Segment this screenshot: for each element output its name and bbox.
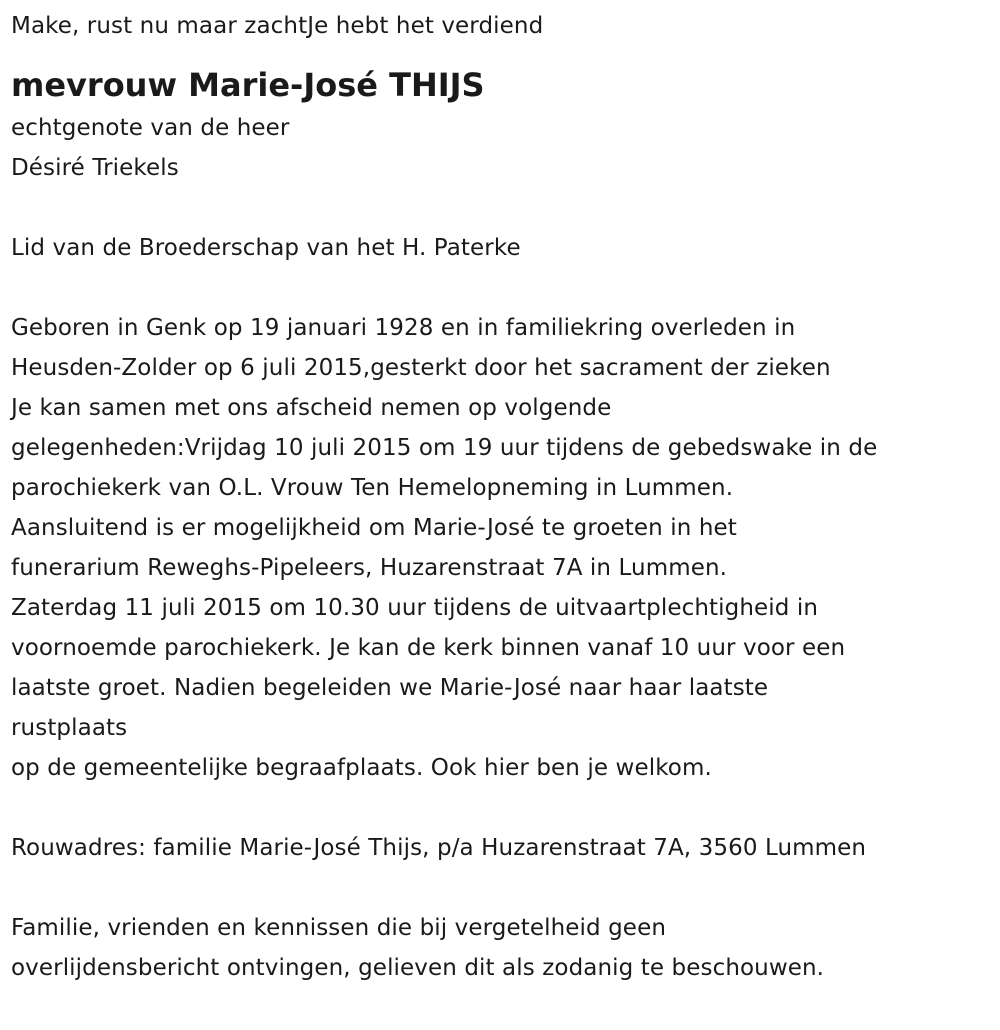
announcement-line: funerarium Reweghs-Pipeleers, Huzarenstraat 7A in Lummen. — [11, 555, 728, 581]
announcement-line: Zaterdag 11 juli 2015 om 10.30 uur tijdens de uitvaartplechtigheid in — [11, 595, 819, 621]
closing-line: Familie, vrienden en kennissen die bij vergetelheid geen — [11, 915, 666, 941]
mourning-address: Rouwadres: familie Marie-José Thijs, p/a Huzarenstraat 7A, 3560 Lummen — [11, 835, 867, 861]
spacer — [11, 268, 1000, 308]
membership-line: Lid van de Broederschap van het H. Paterke — [11, 235, 521, 261]
announcement-line: gelegenheden:Vrijdag 10 juli 2015 om 19 uur tijdens de gebedswake in de — [11, 435, 878, 461]
spacer — [11, 788, 1000, 828]
spacer — [11, 868, 1000, 908]
announcement-line: op de gemeentelijke begraafplaats. Ook hier ben je welkom. — [11, 755, 712, 781]
announcement-paragraph — [11, 308, 1000, 788]
closing-line: overlijdensbericht ontvingen, gelieven dit als zodanig te beschouwen. — [11, 955, 825, 981]
spouse-line-2: Désiré Triekels — [11, 155, 179, 181]
announcement-line: rustplaats — [11, 715, 128, 741]
spouse-line-1: echtgenote van de heer — [11, 115, 290, 141]
closing-paragraph — [11, 908, 1000, 988]
announcement-line: laatste groet. Nadien begeleiden we Marie-José naar haar laatste — [11, 675, 769, 701]
motto-line: Make, rust nu maar zachtJe hebt het verdiend — [11, 13, 544, 39]
announcement-line: Aansluitend is er mogelijkheid om Marie-José te groeten in het — [11, 515, 737, 541]
announcement-line: Geboren in Genk op 19 januari 1928 en in familiekring overleden in — [11, 315, 796, 341]
announcement-line: Je kan samen met ons afscheid nemen op volgende — [11, 395, 612, 421]
announcement-line: parochiekerk van O.L. Vrouw Ten Hemelopneming in Lummen. — [11, 475, 734, 501]
spacer — [11, 188, 1000, 228]
deceased-name: mevrouw Marie-José THIJS — [11, 66, 485, 104]
announcement-line: Heusden-Zolder op 6 juli 2015,gesterkt door het sacrament der zieken — [11, 355, 831, 381]
announcement-line: voornoemde parochiekerk. Je kan de kerk binnen vanaf 10 uur voor een — [11, 635, 846, 661]
